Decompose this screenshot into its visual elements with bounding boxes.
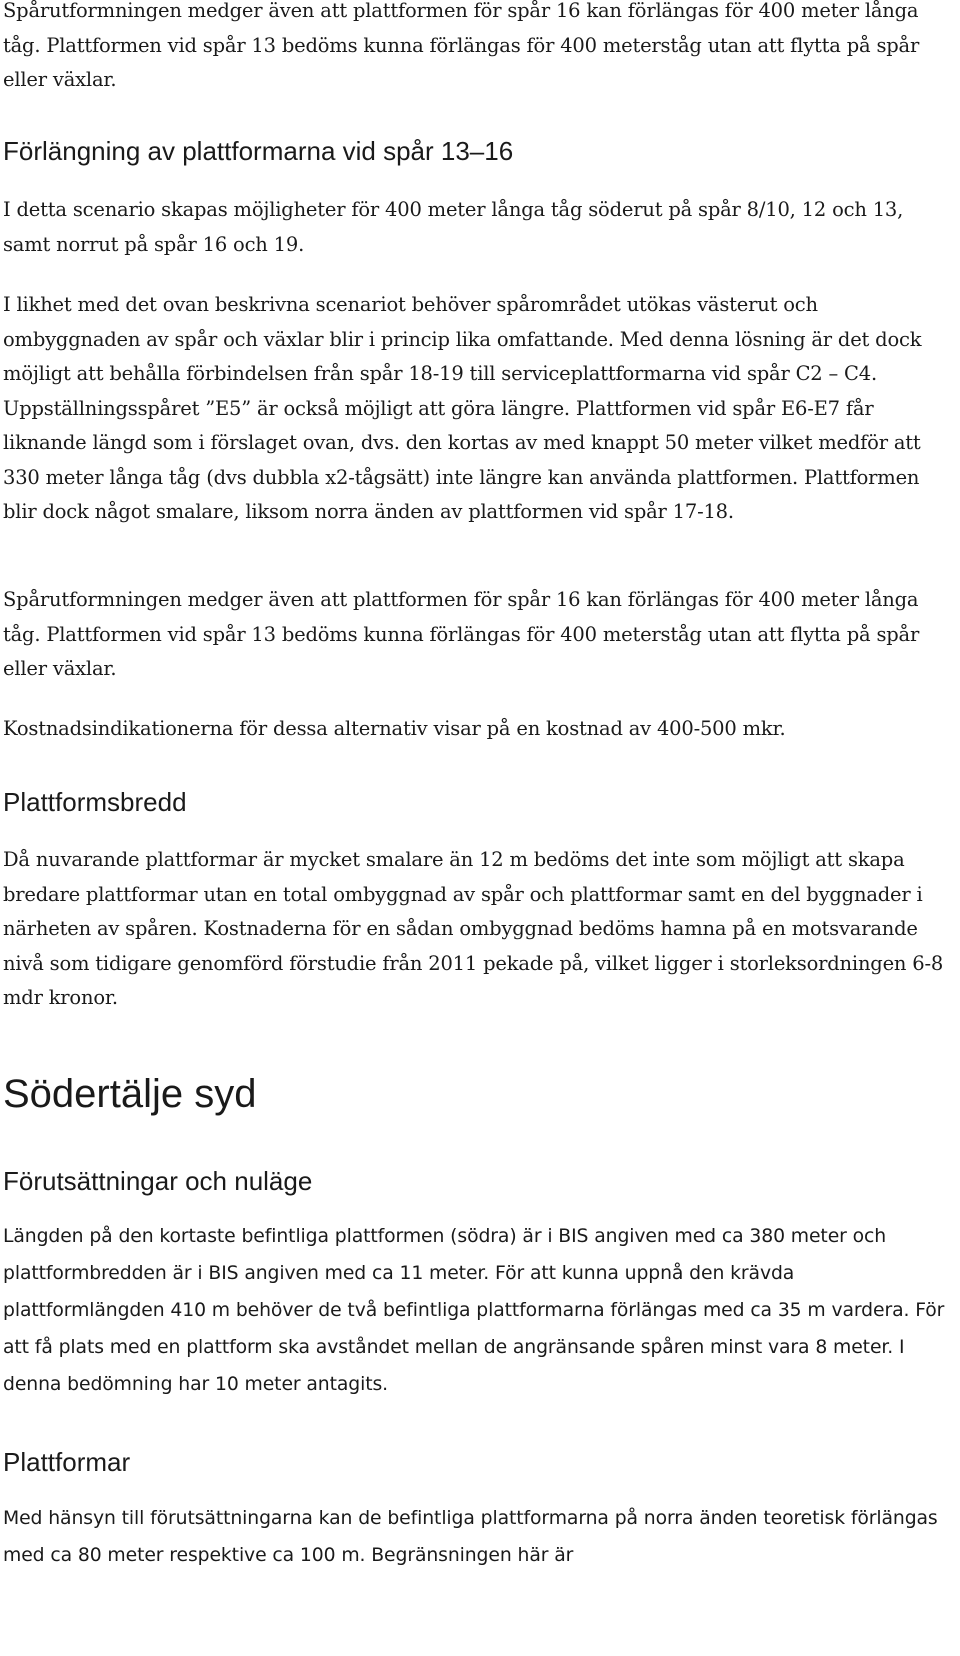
paragraph-top-continuation: Spårutformningen medger även att plattformen för spår 16 kan förlängas för 400 meter långa tåg. Plattformen vid spår 13 bedöms kunna förlängas för 400 meterståg utan att flytta på spår eller växlar.	[3, 0, 920, 91]
heading-forutsattningar: Förutsättningar och nuläge	[3, 1166, 313, 1196]
paragraph-sparutformningen: Spårutformningen medger även att plattformen för spår 16 kan förlängas för 400 meter långa tåg. Plattformen vid spår 13 bedöms kunna förlängas för 400 meterståg utan att flytta på spår eller växlar.	[3, 588, 920, 680]
paragraph-bredd: Då nuvarande plattformar är mycket smalare än 12 m bedöms det inte som möjligt att skapa bredare plattformar utan en total ombyggnad av spår och plattformar samt en del byggnader i närheten av spåren. Kostnaderna för en sådan ombyggnad bedöms hamna på en motsvarande nivå som tidigare genomförd förstudie från 2011 pekade på, vilket ligger i storleksordningen 6-8 mdr kronor.	[3, 848, 944, 1009]
heading-plattformsbredd: Plattformsbredd	[3, 787, 187, 817]
heading-plattformar: Plattformar	[3, 1447, 131, 1477]
paragraph-langden: Längden på den kortaste befintliga plattformen (södra) är i BIS angiven med ca 380 meter och plattformbredden är i BIS angiven med ca 11 meter. För att kunna uppnå den krävda plattformlängden 410 m behöver de två befintliga plattformarna förlängas med ca 35 m vardera. För att få plats med en plattform ska avståndet mellan de angränsande spåren minst vara 8 meter. I denna bedömning har 10 meter antagits.	[3, 1226, 945, 1395]
paragraph-likhet: I likhet med det ovan beskrivna scenariot behöver spårområdet utökas västerut och ombyggnaden av spår och växlar blir i princip lika omfattande. Med denna lösning är det dock möjligt att behålla förbindelsen från spår 18-19 till serviceplattformarna vid spår C2 – C4. Uppställningsspåret ”E5” är också möjligt att göra längre. Plattformen vid spår E6-E7 får liknande längd som i förslaget ovan, dvs. den kortas av med knappt 50 meter vilket medför att 330 meter långa tåg (dvs dubbla x2-tågsätt) inte längre kan använda plattformen. Plattformen blir dock något smalare, liksom norra änden av plattformen vid spår 17-18.	[3, 293, 922, 523]
paragraph-scenario: I detta scenario skapas möjligheter för 400 meter långa tåg söderut på spår 8/10, 12 och 13, samt norrut på spår 16 och 19.	[3, 198, 904, 256]
paragraph-hansyn: Med hänsyn till förutsättningarna kan de befintliga plattformarna på norra änden teoretisk förlängas med ca 80 meter respektive ca 100 m. Begränsningen här är	[3, 1508, 938, 1566]
paragraph-kostnad: Kostnadsindikationerna för dessa alternativ visar på en kostnad av 400-500 mkr.	[3, 717, 786, 740]
heading-sodertalje-syd: Södertälje syd	[3, 1072, 257, 1116]
heading-forlangning: Förlängning av plattformarna vid spår 13–16	[3, 136, 514, 166]
